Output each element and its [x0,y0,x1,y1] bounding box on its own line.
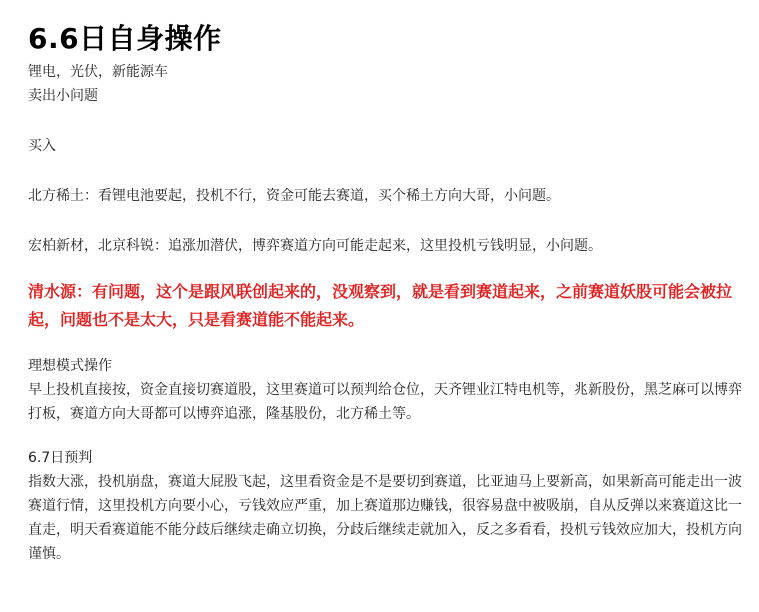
document-page [28,18,746,566]
buy-label: 买入 [28,138,56,154]
intro-sectors: 锂电，光伏，新能源车 [28,64,168,80]
spacer [28,108,746,134]
ideal-body: 早上投机直接按，资金直接切赛道股，这里赛道可以预判给仓位，天齐锂业江特电机等，兆新股份，黑芝麻可以博弈打板，赛道方向大哥都可以博弈追涨，隆基股份，北方稀土等。 [28,382,742,422]
forecast-body: 指数大涨，投机崩盘，赛道大屁股飞起，这里看资金是不是要切到赛道，比亚迪马上要新高，如果新高可能走出一波赛道行情，这里投机方向要小心，亏钱效应严重，加上赛道那边赚钱，很容易盘中被吸崩，自从反弹以来赛道这比一直走，明天看赛道能不能分歧后继续走确立切换，分歧后继续走就加入，反之多看看，投机亏钱效应加大，投机方向谨慎。 [28,474,742,562]
buy-item-hongbo-kerui: 宏柏新材，北京科锐：追涨加潜伏，博弈赛道方向可能走起来，这里投机亏钱明显，小问题。 [28,238,602,254]
spacer [28,258,746,278]
spacer [28,334,746,354]
buy-item-qingshuiyuan-highlight: 清水源：有问题，这个是跟风联创起来的，没观察到，就是看到赛道起来，之前赛道妖股可能会被拉起，问题也不是太大，只是看赛道能不能起来。 [28,282,733,329]
spacer [28,426,746,446]
intro-sell-note: 卖出小问题 [28,88,98,104]
spacer [28,208,746,234]
buy-item-beifang-xitu: 北方稀土：看锂电池要起，投机不行，资金可能去赛道，买个稀土方向大哥，小问题。 [28,188,560,204]
page-title: 6.6日自身操作 [28,22,222,55]
spacer [28,158,746,184]
forecast-heading: 6.7日预判 [28,450,93,466]
ideal-heading: 理想模式操作 [28,358,112,374]
